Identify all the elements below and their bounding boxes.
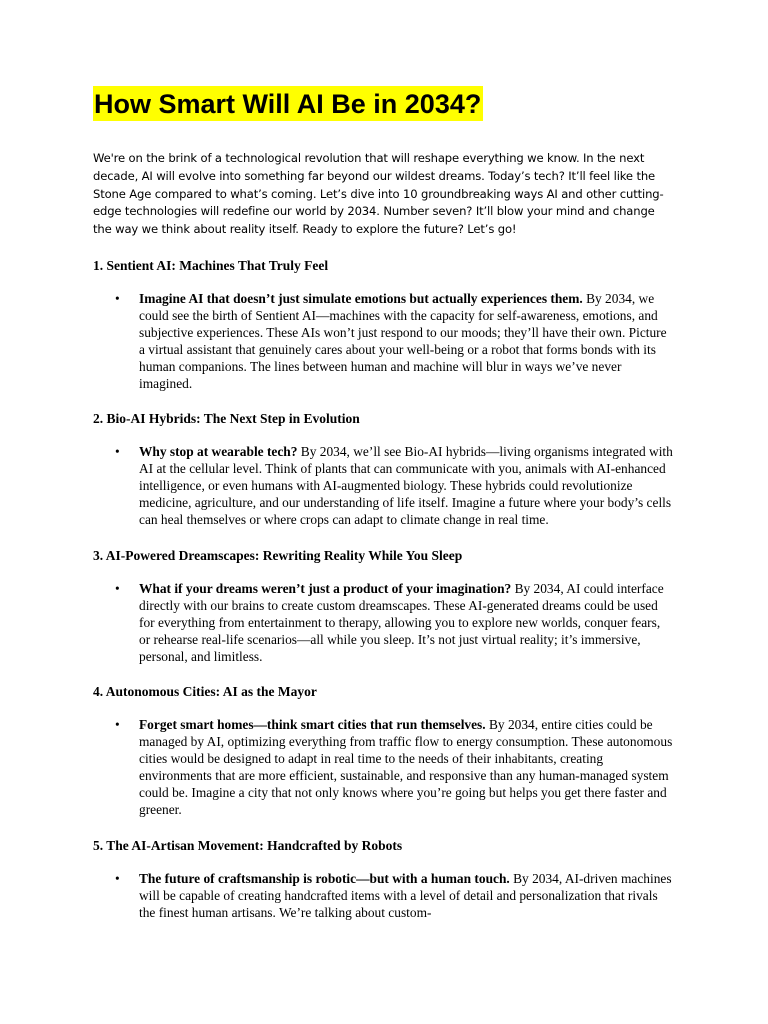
section-4 [93, 683, 673, 818]
bullet-icon: • [115, 870, 120, 886]
document-page [93, 86, 673, 922]
bullet-lead: Forget smart homes—think smart cities that run themselves. [139, 717, 486, 733]
bullet-list [93, 581, 673, 666]
bullet-list [93, 717, 673, 818]
bullet-lead: The future of craftsmanship is robotic—but with a human touch. [139, 870, 510, 886]
section-heading: 1. Sentient AI: Machines That Truly Feel [93, 257, 329, 273]
bullet-lead: Why stop at wearable tech? [139, 444, 298, 460]
section-heading: 4. Autonomous Cities: AI as the Mayor [93, 684, 317, 700]
section-1 [93, 257, 673, 392]
bullet-item [93, 581, 673, 666]
bullet-icon: • [115, 444, 120, 460]
bullet-item [93, 717, 673, 818]
bullet-body: By 2034, entire cities could be managed by AI, optimizing everything from traffic flow to energy consumption. These autonomous cities would be designed to adapt in real time to the needs of their inhabitants, creating environments that are more efficient, sustainable, and responsive than any human-managed system could be. Imagine a city that not only knows where you’re going but helps you get there faster and greener. [139, 717, 673, 818]
bullet-icon: • [115, 717, 120, 733]
bullet-lead: What if your dreams weren’t just a product of your imagination? [139, 580, 512, 596]
bullet-item [93, 291, 673, 392]
bullet-list [93, 291, 673, 392]
section-heading: 5. The AI-Artisan Movement: Handcrafted by Robots [93, 837, 403, 853]
bullet-list [93, 871, 673, 922]
section-heading: 2. Bio-AI Hybrids: The Next Step in Evolution [93, 411, 360, 427]
bullet-icon: • [115, 290, 120, 306]
section-5 [93, 837, 673, 922]
section-2 [93, 410, 673, 529]
bullet-icon: • [115, 580, 120, 596]
section-3 [93, 547, 673, 666]
bullet-lead: Imagine AI that doesn’t just simulate emotions but actually experiences them. [139, 290, 583, 306]
bullet-body: By 2034, AI could interface directly with our brains to create custom dreamscapes. These AI-generated dreams could be used for everything from entertainment to therapy, allowing you to explore new worlds, conquer fears, or rehearse real-life scenarios—all while you sleep. It’s not just virtual reality; it’s immersive, personal, and limitless. [139, 580, 664, 664]
document-title: How Smart Will AI Be in 2034? [93, 86, 483, 121]
section-heading: 3. AI-Powered Dreamscapes: Rewriting Reality While You Sleep [93, 547, 463, 563]
bullet-body: By 2034, we’ll see Bio-AI hybrids—living organisms integrated with AI at the cellular level. Think of plants that can communicate with you, animals with AI-enhanced intelligence, or even humans with AI-augmented biology. These hybrids could revolutionize medicine, agriculture, and our understanding of life itself. Imagine a future where your body’s cells can heal themselves or where crops can adapt to climate change in real time. [139, 444, 673, 528]
bullet-list [93, 444, 673, 529]
bullet-body: By 2034, AI-driven machines will be capable of creating handcrafted items with a level of detail and personalization that rivals the finest human artisans. We’re talking about custom- [139, 870, 672, 920]
bullet-item [93, 871, 673, 922]
bullet-body: By 2034, we could see the birth of Sentient AI—machines with the capacity for self-awareness, emotions, and subjective experiences. These AIs won’t just respond to our moods; they’ll have their own. Picture a virtual assistant that genuinely cares about your well-being or a robot that forms bonds with its human companions. The lines between human and machine will blur in ways we’ve never imagined. [139, 290, 667, 391]
intro-paragraph: We're on the brink of a technological revolution that will reshape everything we know. In the next decade, AI will evolve into something far beyond our wildest dreams. Today’s tech? It’ll feel like the Stone Age compared to what’s coming. Let’s dive into 10 groundbreaking ways AI and other cutting-edge technologies will redefine our world by 2034. Number seven? It’ll blow your mind and change the way we think about reality itself. Ready to explore the future? Let’s go! [93, 151, 664, 237]
bullet-item [93, 444, 673, 529]
